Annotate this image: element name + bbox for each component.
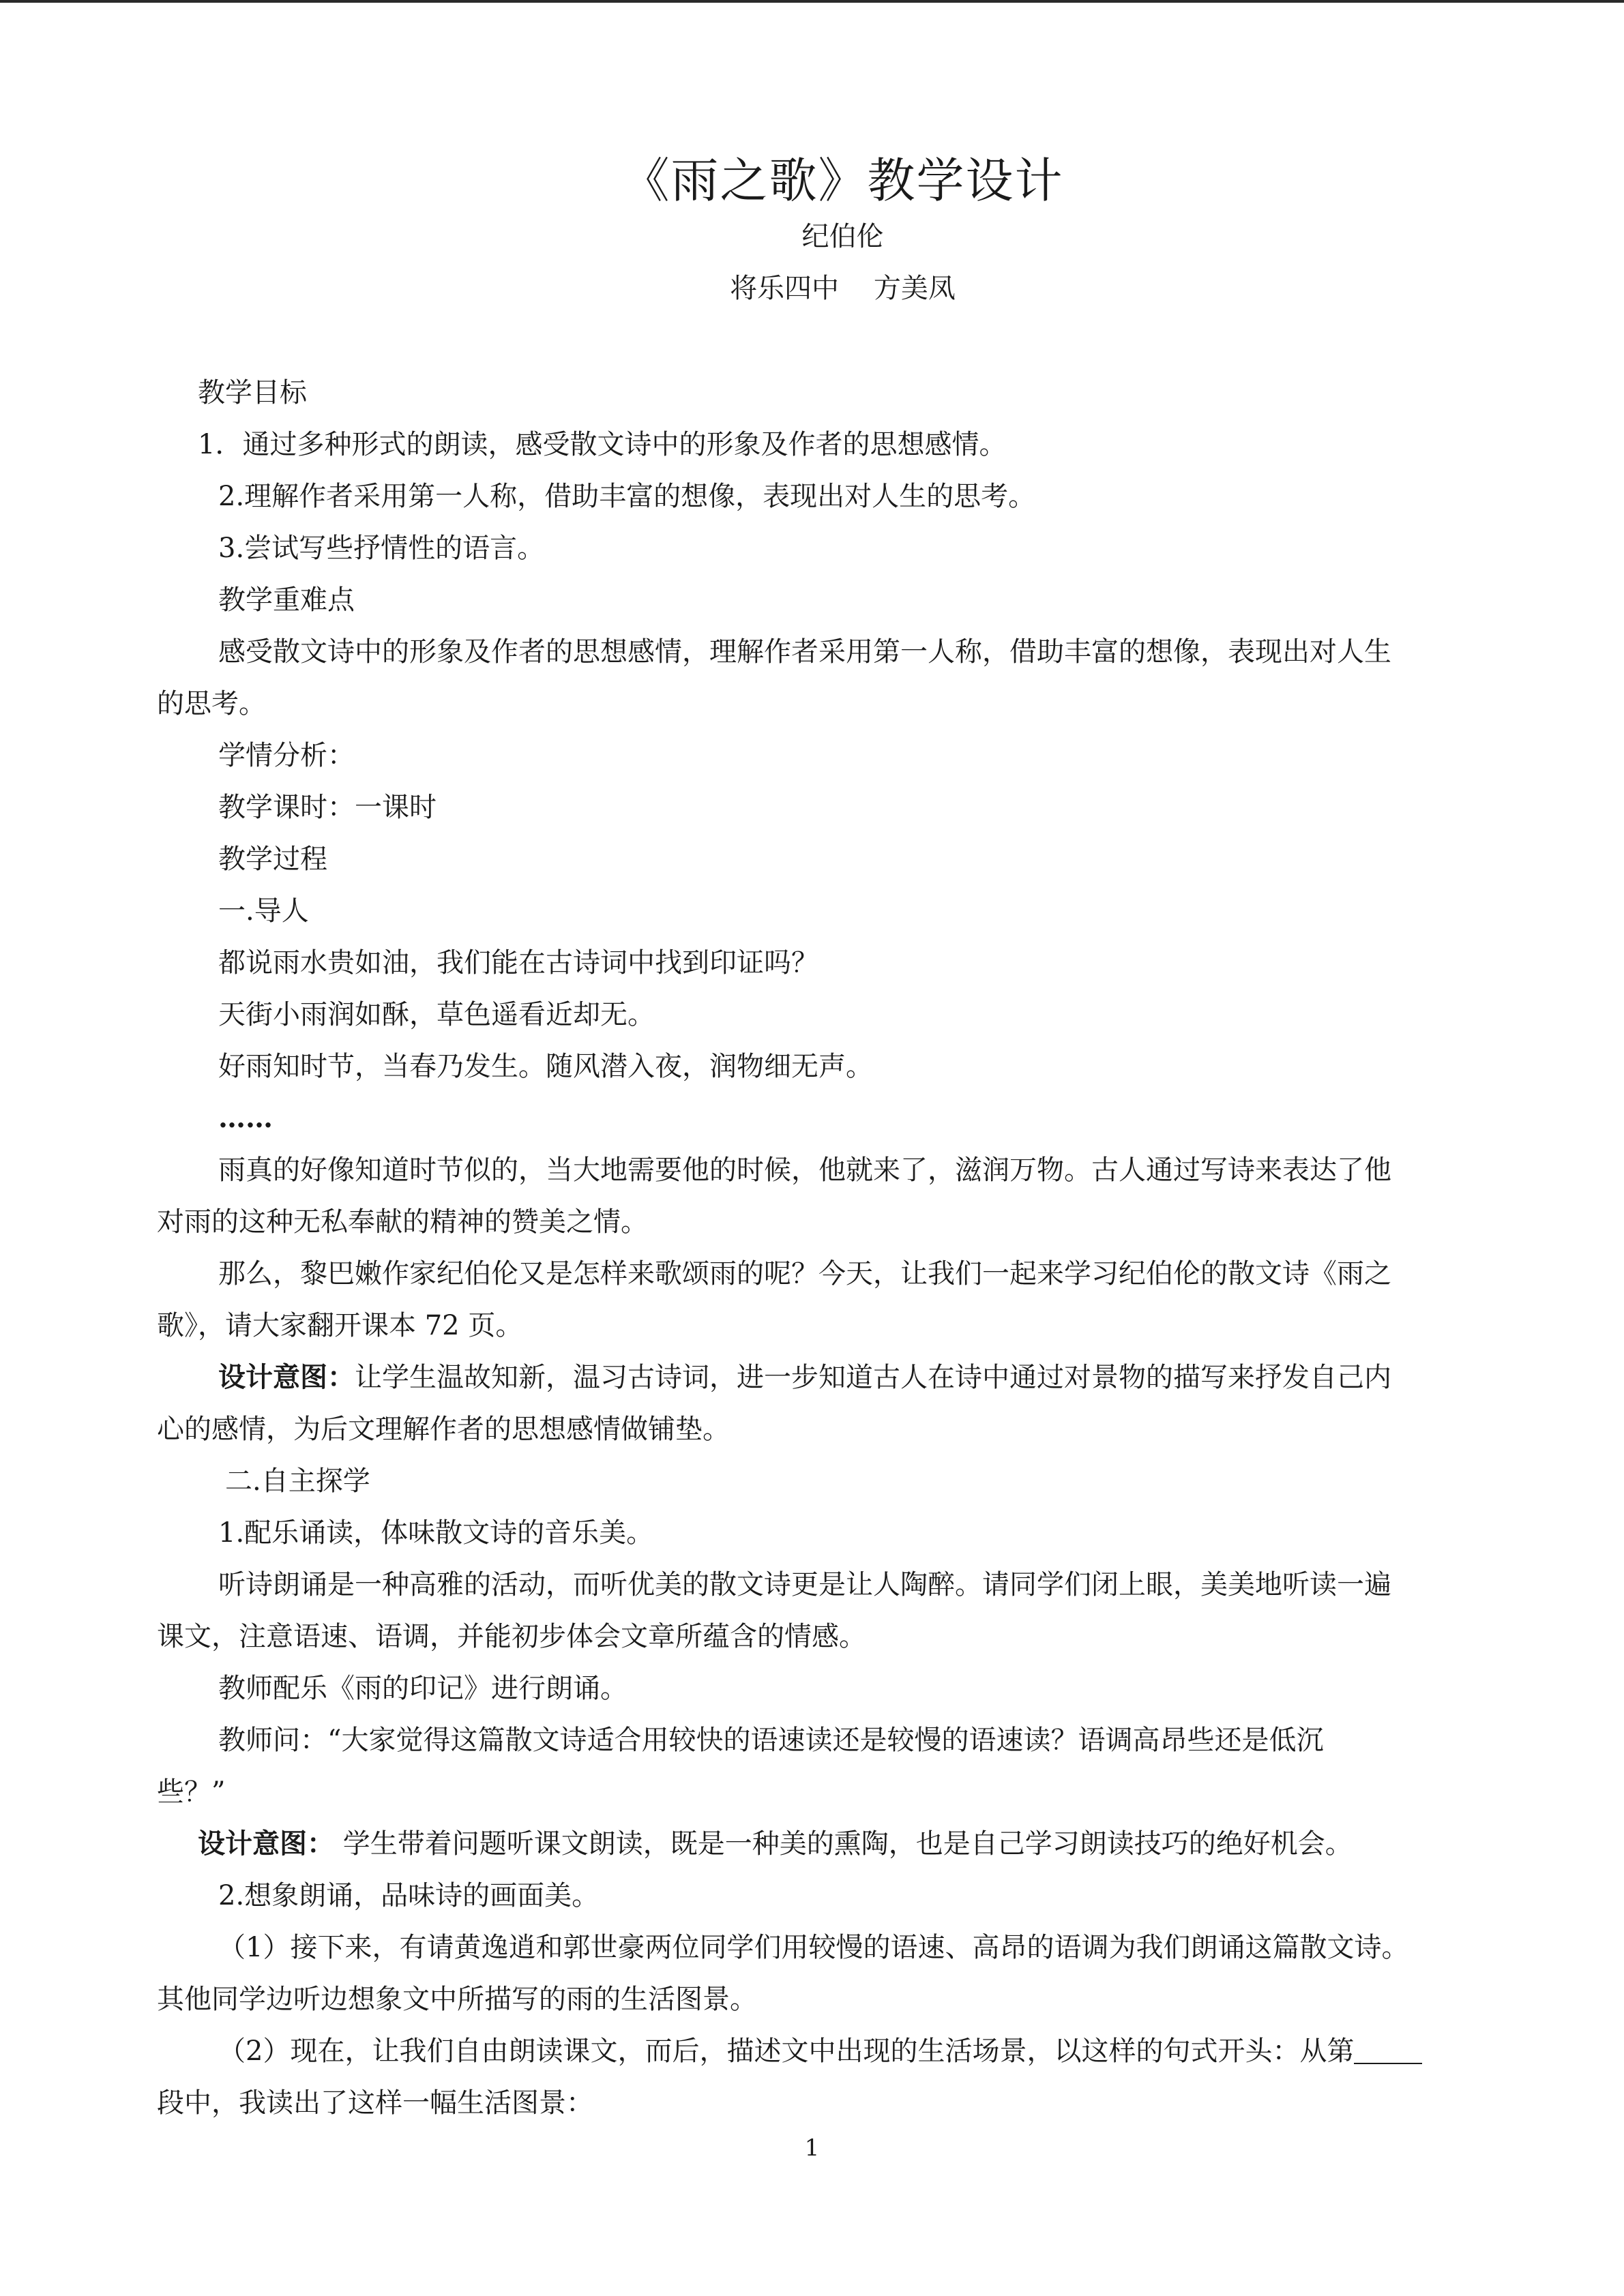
- original-author: 纪伯伦: [801, 221, 884, 252]
- goal-item-1: 1．通过多种形式的朗读，感受散文诗中的形象及作者的思想感情。: [198, 429, 1007, 460]
- design-intent-label: 设计意图：: [218, 1361, 355, 1393]
- step-1-line-1: （1）接下来，有请黄逸逍和郭世豪两位同学们用较慢的语速、高昂的语调为我们朗诵这篇散文诗。: [218, 1932, 1409, 1963]
- intro-question: 都说雨水贵如油，我们能在古诗词中找到印证吗？: [218, 947, 818, 979]
- step-2-line-1: [218, 2034, 1535, 2068]
- step-heading-self-study: 二.自主探学: [225, 1465, 370, 1497]
- teacher-question-line-1: 教师问：“大家觉得这篇散文诗适合用较快的语速读还是较慢的语速读？语调高昂些还是低沉: [218, 1725, 1324, 1756]
- poem-line-2: 好雨知时节，当春乃发生。随风潜入夜，润物细无声。: [218, 1051, 873, 1082]
- lebanon-paragraph-line-1: 那么，黎巴嫩作家纪伯伦又是怎样来歌颂雨的呢？今天，让我们一起来学习纪伯伦的散文诗《雨之: [218, 1258, 1391, 1289]
- class-hours: 教学课时：一课时: [218, 792, 437, 823]
- goal-item-3: 3.尝试写些抒情性的语言。: [218, 533, 545, 564]
- step-2-line-2: 段中，我读出了这样一幅生活图景：: [157, 2087, 593, 2119]
- page-title: 《雨之歌》教学设计: [621, 153, 1064, 209]
- design-intent-text: 让学生温故知新，温习古诗词，进一步知道古人在诗中通过对景物的描写来抒发自己内: [355, 1362, 1391, 1393]
- lebanon-paragraph-line-2: 歌》，请大家翻开课本 72 页。: [157, 1310, 523, 1341]
- design-intent-2-line: [198, 1827, 1514, 1861]
- rain-paragraph-line-2: 对雨的这种无私奉献的精神的赞美之情。: [157, 1206, 648, 1238]
- poem-line-1: 天街小雨润如酥，草色遥看近却无。: [218, 999, 655, 1030]
- teacher-byline: 将乐四中 方美凤: [730, 273, 956, 304]
- goal-item-2: 2.理解作者采用第一人称，借助丰富的想像，表现出对人生的思考。: [218, 481, 1036, 512]
- teacher-question-line-2: 些？”: [157, 1776, 226, 1808]
- listen-paragraph-line-2: 课文，注意语速、语调，并能初步体会文章所蕴含的情感。: [157, 1621, 866, 1652]
- step-heading-intro: 一.导人: [218, 895, 309, 927]
- rain-paragraph-line-1: 雨真的好像知道时节似的，当大地需要他的时候，他就来了，滋润万物。古人通过写诗来表达了他: [218, 1154, 1391, 1186]
- step-1-line-2: 其他同学边听边想象文中所描写的雨的生活图景。: [157, 1984, 757, 2015]
- listen-paragraph-line-1: 听诗朗诵是一种高雅的活动，而听优美的散文诗更是让人陶醉。请同学们闭上眼，美美地听读一遍: [218, 1569, 1391, 1600]
- design-intent-1-line-1: [218, 1360, 1535, 1395]
- music-reading-heading: 1.配乐诵读，体味散文诗的音乐美。: [218, 1517, 654, 1549]
- design-intent-text: 学生带着问题听课文朗读，既是一种美的熏陶，也是自己学习朗读技巧的绝好机会。: [334, 1828, 1353, 1860]
- section-heading-process: 教学过程: [218, 844, 327, 875]
- top-border-rule: [0, 0, 1624, 3]
- section-heading-goals: 教学目标: [198, 377, 307, 408]
- learner-analysis-label: 学情分析：: [218, 740, 355, 771]
- page-number: 1: [804, 2134, 820, 2162]
- teacher-music-line: 教师配乐《雨的印记》进行朗诵。: [218, 1673, 628, 1704]
- imagine-reading-heading: 2.想象朗诵，品味诗的画面美。: [218, 1880, 600, 1911]
- key-points-line-2: 的思考。: [157, 688, 266, 719]
- section-heading-key-points: 教学重难点: [218, 584, 355, 616]
- step-2-text: （2）现在，让我们自由朗读课文，而后，描述文中出现的生活场景，以这样的句式开头：从第: [218, 2036, 1355, 2067]
- fill-in-blank: [1354, 2036, 1422, 2064]
- design-intent-1-line-2: 心的感情，为后文理解作者的思想感情做铺垫。: [157, 1414, 730, 1445]
- key-points-line-1: 感受散文诗中的形象及作者的思想感情，理解作者采用第一人称，借助丰富的想像，表现出对人生: [218, 636, 1391, 668]
- ellipsis: ……: [218, 1102, 273, 1134]
- design-intent-label: 设计意图：: [198, 1828, 334, 1860]
